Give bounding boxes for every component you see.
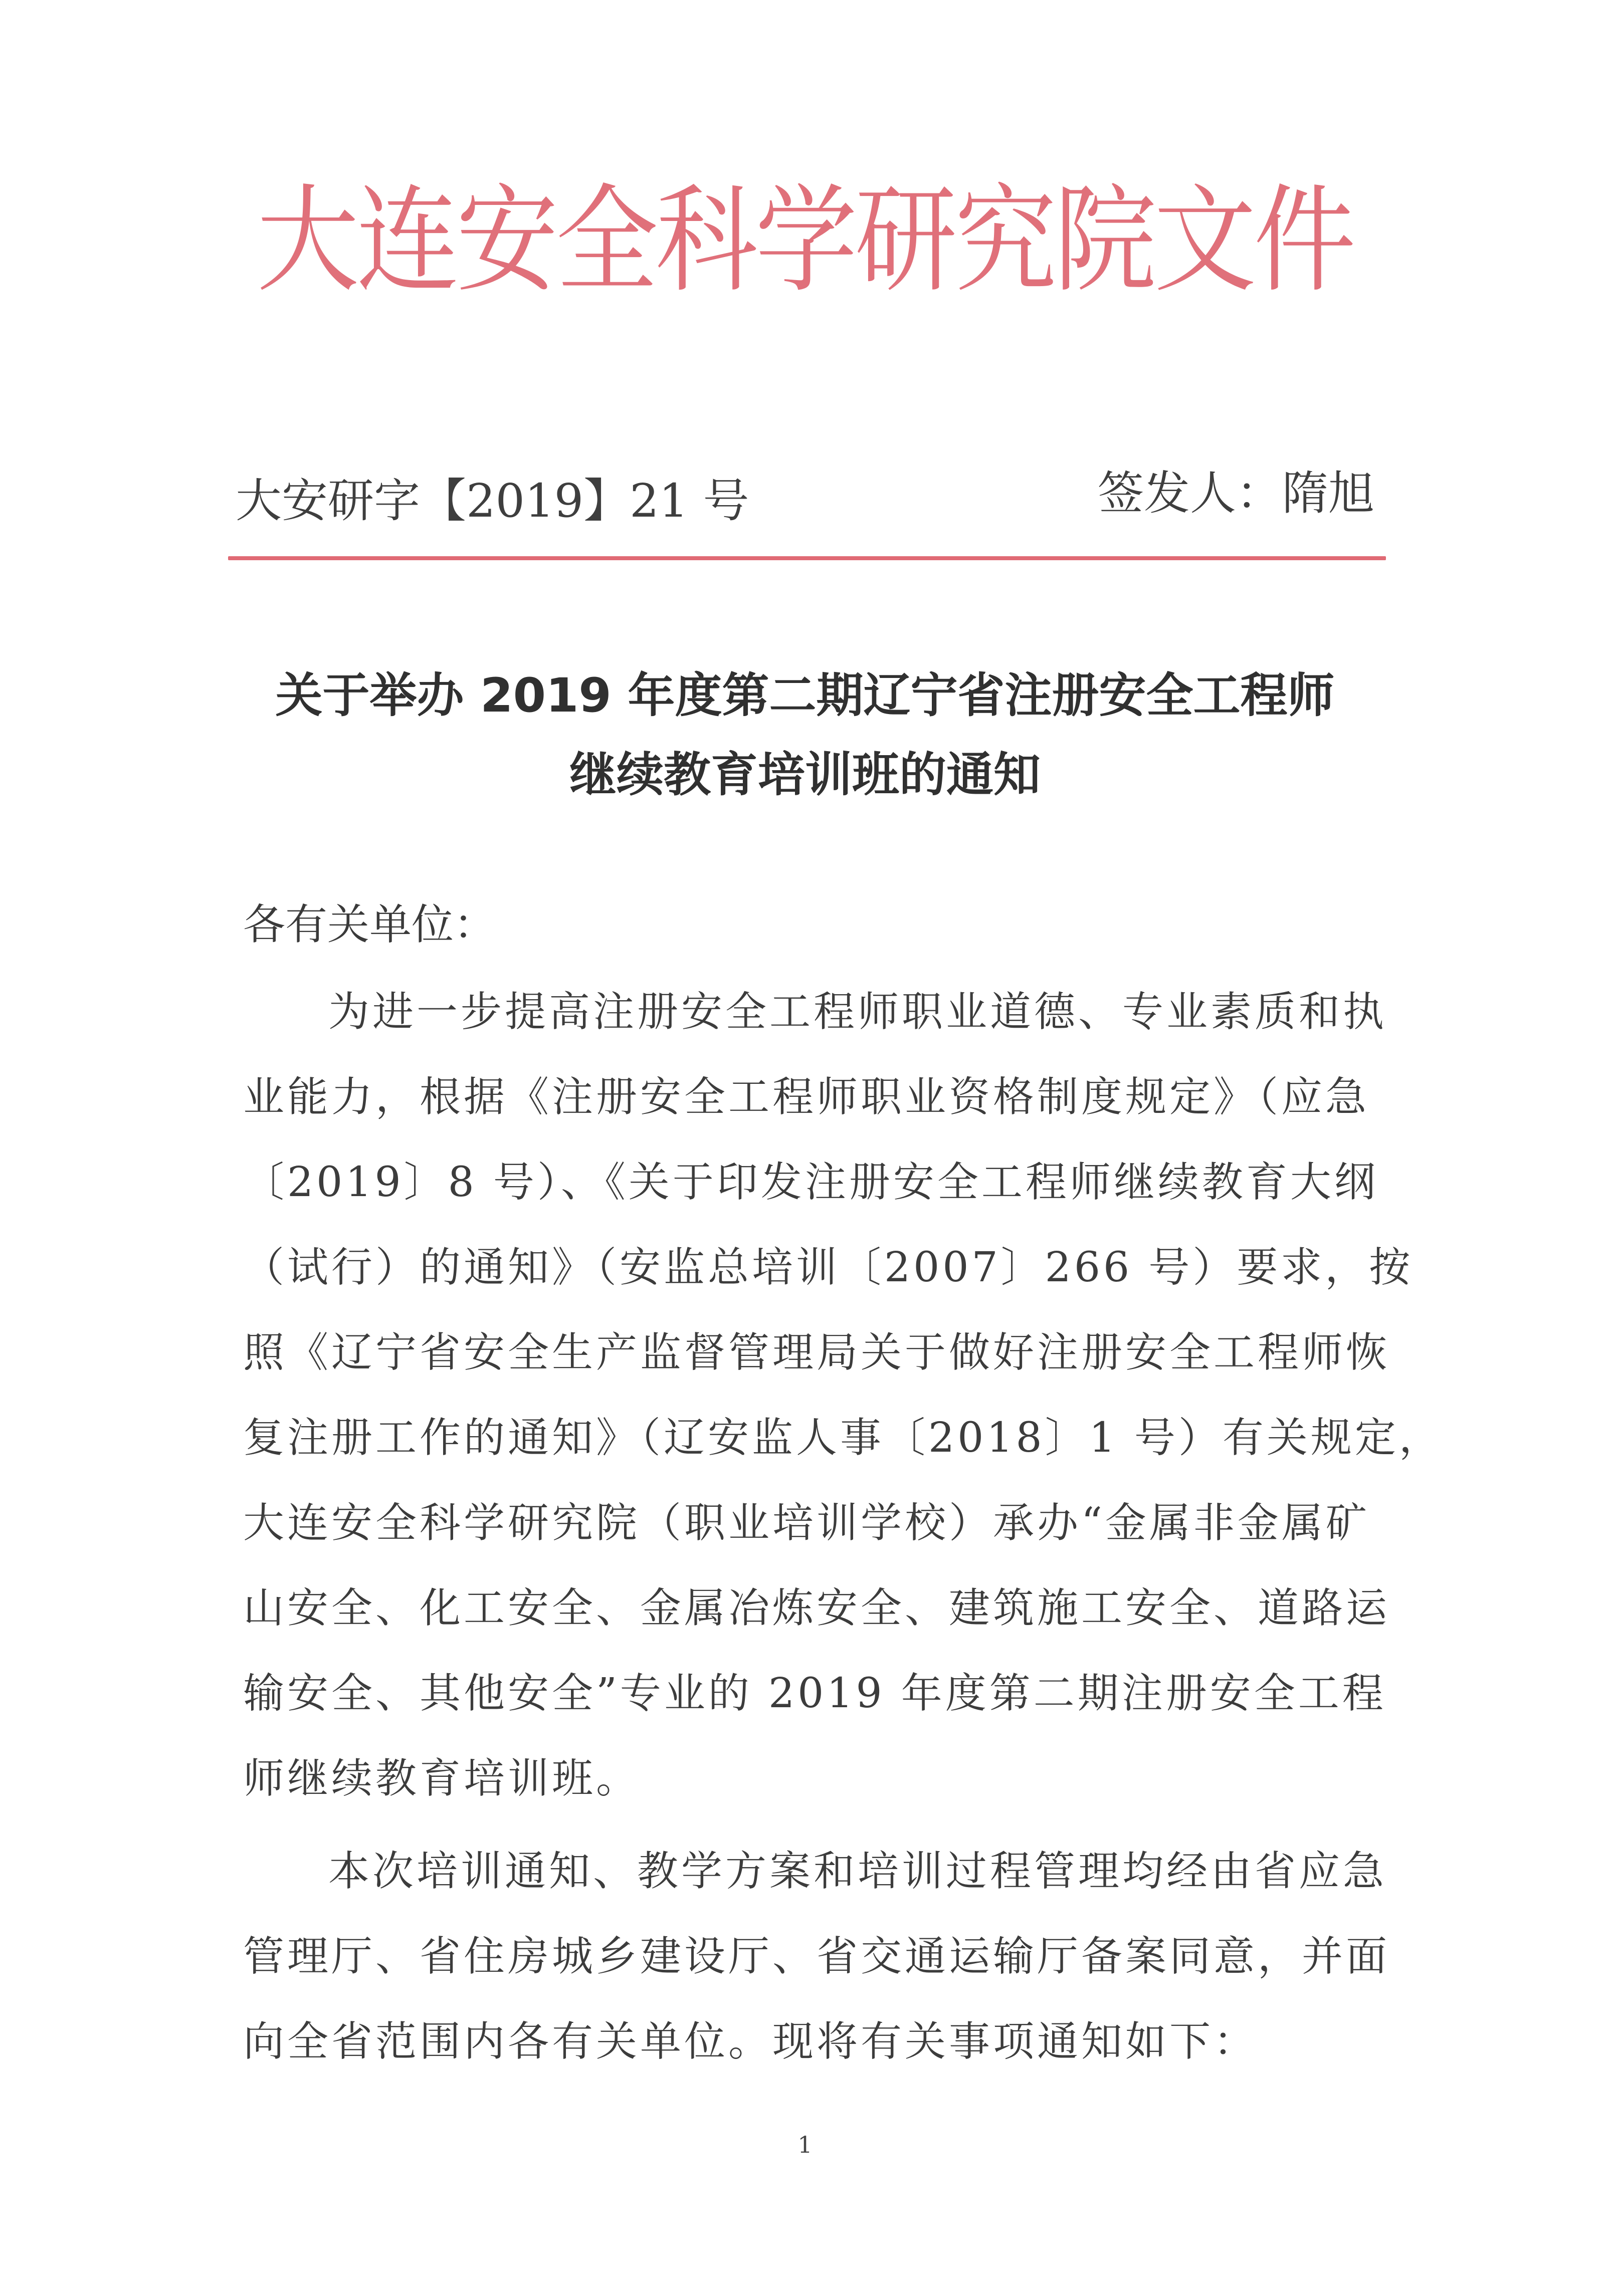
paragraph-line: 本次培训通知、教学方案和培训过程管理均经由省应急 xyxy=(328,1848,1387,1895)
paragraph-line: 〔2019〕8 号）、《关于印发注册安全工程师继续教育大纲 xyxy=(243,1159,1378,1206)
paragraph-line: 大连安全科学研究院（职业培训学校）承办“金属非金属矿 xyxy=(243,1499,1370,1547)
salutation: 各有关单位： xyxy=(243,900,496,949)
paragraph-line: 输安全、其他安全”专业的 2019 年度第二期注册安全工程 xyxy=(243,1670,1386,1717)
notice-title xyxy=(0,656,1610,815)
paragraph-line: （试行）的通知》（安监总培训〔2007〕266 号）要求，按 xyxy=(243,1244,1414,1291)
paragraph-line: 照《辽宁省安全生产监督管理局关于做好注册安全工程师恢 xyxy=(243,1329,1390,1376)
paragraph-line: 山安全、化工安全、金属冶炼安全、建筑施工安全、道路运 xyxy=(243,1584,1390,1632)
notice-title-line-1: 关于举办 2019 年度第二期辽宁省注册安全工程师 xyxy=(275,668,1335,723)
paragraph-line: 师继续教育培训班。 xyxy=(243,1755,641,1802)
paragraph-line: 为进一步提高注册安全工程师职业道德、专业素质和执 xyxy=(328,988,1387,1036)
document-number: 大安研字【2019】21 号 xyxy=(236,474,749,528)
red-separator-line xyxy=(228,556,1386,560)
paragraph-line: 管理厅、省住房城乡建设厅、省交通运输厅备案同意，并面 xyxy=(243,1933,1390,1980)
paragraph-line: 向全省范围内各有关单位。现将有关事项通知如下： xyxy=(243,2018,1258,2065)
paragraph-2 xyxy=(243,1829,1391,2085)
page-number: 1 xyxy=(797,2131,813,2158)
paragraph-line: 业能力，根据《注册安全工程师职业资格制度规定》（应急 xyxy=(243,1073,1370,1121)
issuer-signature: 签发人：隋旭 xyxy=(1097,467,1374,520)
paragraph-1 xyxy=(243,970,1443,1821)
notice-title-line-2: 继续教育培训班的通知 xyxy=(569,748,1041,802)
paragraph-line: 复注册工作的通知》（辽安监人事〔2018〕1 号）有关规定， xyxy=(243,1414,1443,1462)
masthead-title: 大连安全科学研究院文件 xyxy=(257,173,1353,308)
